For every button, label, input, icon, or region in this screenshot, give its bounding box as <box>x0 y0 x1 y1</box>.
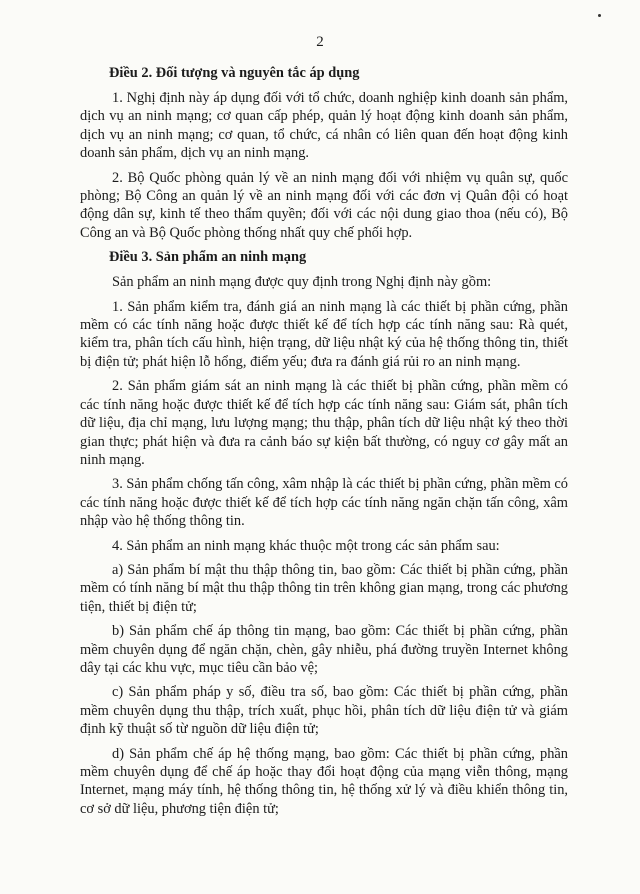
article-3-clause-2: 2. Sản phẩm giám sát an ninh mạng là các thiết bị phần cứng, phần mềm có các tính năng hoặc được thiết kế để tích hợp các tính năng sau: Giám sát, phân tích dữ liệu, địa chỉ mạng, lưu lượng mạng; thu thập, phân tích dữ liệu nhật ký theo thời gian thực; phát hiện và đưa ra cảnh báo sự kiện bất thường, có nguy cơ gây mất an ninh mạng. <box>80 378 568 468</box>
article-3-intro: Sản phẩm an ninh mạng được quy định trong Nghị định này gồm: <box>112 274 492 291</box>
article-2-clause-2: 2. Bộ Quốc phòng quản lý về an ninh mạng đối với nhiệm vụ quân sự, quốc phòng; Bộ Công an quản lý về an ninh mạng đối với các đơn vị Quân đội có hoạt động dân sự, kinh tế theo thẩm quyền; đối với các nội dung giao thoa (nếu có), Bộ Công an và Bộ Quốc phòng thống nhất quy chế phối hợp. <box>80 169 568 241</box>
article-3-clause-4: 4. Sản phẩm an ninh mạng khác thuộc một trong các sản phẩm sau: <box>112 537 500 554</box>
article-3-clause-1: 1. Sản phẩm kiểm tra, đánh giá an ninh mạng là các thiết bị phần cứng, phần mềm có các tính năng hoặc được thiết kế để tích hợp các tính năng sau: Rà quét, kiểm tra, phân tích cấu hình, hiện trạng, dữ liệu nhật ký của hệ thống thông tin, thiết bị điện tử; phát hiện lỗ hổng, điểm yếu; đưa ra đánh giá rủi ro an ninh mạng. <box>80 298 568 370</box>
article-3-clause-3: 3. Sản phẩm chống tấn công, xâm nhập là các thiết bị phần cứng, phần mềm có các tính năng hoặc được thiết kế để tích hợp các tính năng ngăn chặn tấn công, xâm nhập vào hệ thống thông tin. <box>80 476 568 530</box>
article-2-clause-1: 1. Nghị định này áp dụng đối với tổ chức, doanh nghiệp kinh doanh sản phẩm, dịch vụ an ninh mạng; cơ quan cấp phép, quản lý hoạt động kinh doanh sản phẩm, dịch vụ an ninh mạng; cơ quan, tổ chức, cá nhân có liên quan đến hoạt động kinh doanh sản phẩm, dịch vụ an ninh mạng. <box>80 90 568 162</box>
scan-dot-mark <box>598 14 601 17</box>
article-3-point-c: c) Sản phẩm pháp y số, điều tra số, bao gồm: Các thiết bị phần cứng, phần mềm chuyên dụng thu thập, trích xuất, phục hồi, phân tích dữ liệu điện tử và giám định kỹ thuật số từ nguồn dữ liệu điện tử; <box>80 684 568 738</box>
article-3-point-d: d) Sản phẩm chế áp hệ thống mạng, bao gồm: Các thiết bị phần cứng, phần mềm chuyên dụng để chế áp hoặc thay đổi hoạt động của mạng viễn thông, mạng Internet, mạng máy tính, hệ thống thông tin, hệ thống xử lý và điều khiển thông tin, cơ sở dữ liệu, phương tiện điện tử; <box>80 745 568 817</box>
article-3-heading: Điều 3. Sản phẩm an ninh mạng <box>109 249 307 266</box>
article-2-heading: Điều 2. Đối tượng và nguyên tắc áp dụng <box>109 65 360 81</box>
article-3-point-a: a) Sản phẩm bí mật thu thập thông tin, bao gồm: Các thiết bị phần cứng, phần mềm có tính năng bí mật thu thập thông tin trên không gian mạng, trong các phương tiện, thiết bị điện tử; <box>80 561 568 615</box>
article-3-point-b: b) Sản phẩm chế áp thông tin mạng, bao gồm: Các thiết bị phần cứng, phần mềm chuyên dụng để ngăn chặn, chèn, gây nhiễu, phá đường truyền Internet không dây tại các khu vực, mục tiêu cần bảo vệ; <box>80 623 568 676</box>
page-number: 2 <box>316 34 324 50</box>
document-body <box>80 64 568 824</box>
